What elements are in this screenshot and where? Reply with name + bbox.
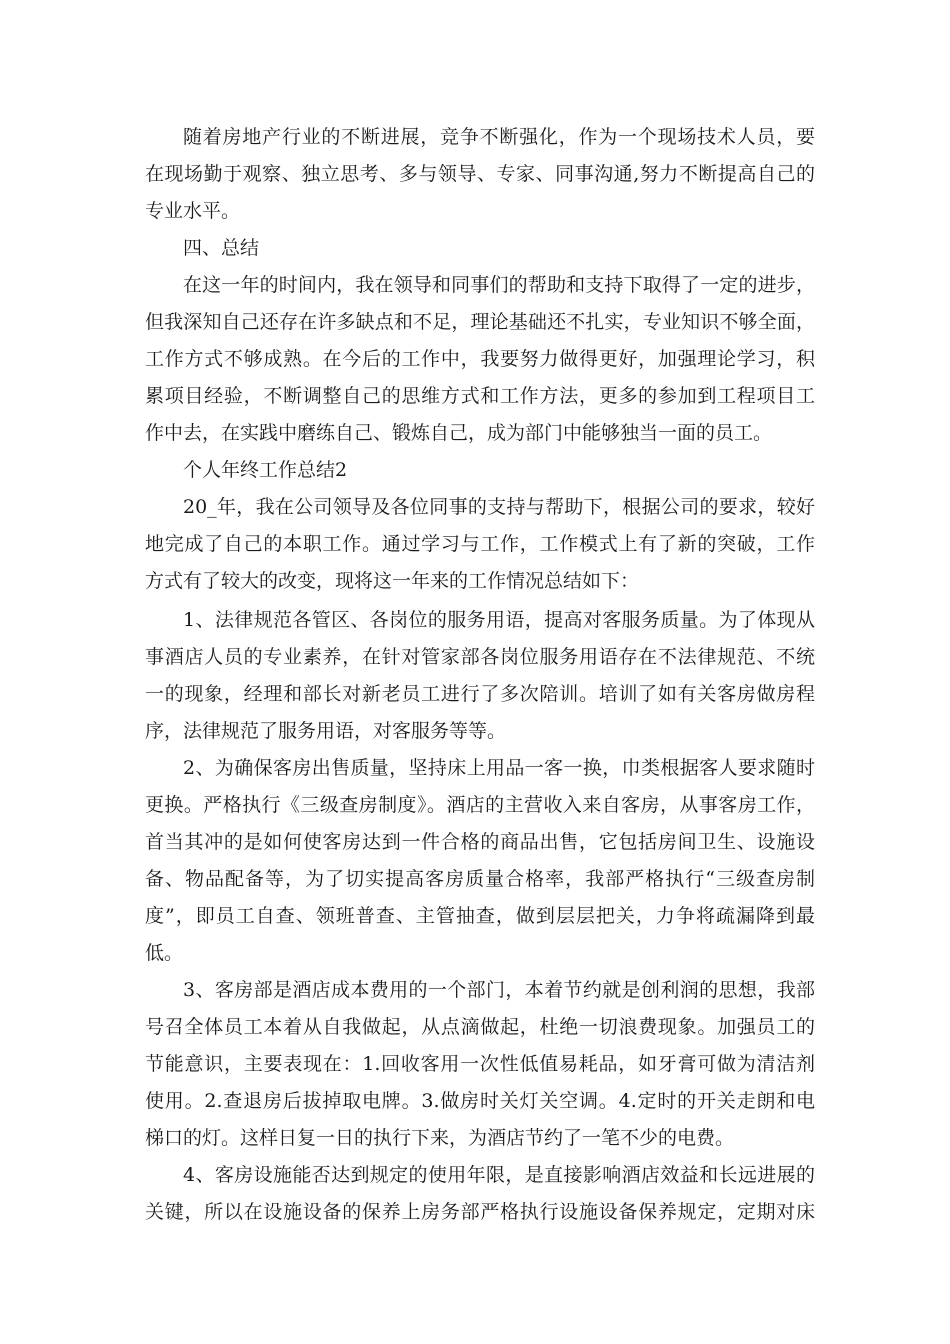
text-line: 首当其冲的是如何使客房达到一件合格的商品出售，它包括房间卫生、设施设 xyxy=(145,831,815,853)
text-line: 使用。2.查退房后拔掉取电牌。3.做房时关灯关空调。4.定时的开关走朗和电 xyxy=(145,1090,815,1112)
text-line: 20_年，我在公司领导及各位同事的支持与帮助下，根据公司的要求，较好 xyxy=(183,496,815,518)
text-line: 工作方式不够成熟。在今后的工作中，我要努力做得更好，加强理论学习，积 xyxy=(145,348,815,370)
text-line: 累项目经验，不断调整自己的思维方式和工作方法，更多的参加到工程项目工 xyxy=(145,385,815,407)
text-line: 随着房地产行业的不断进展，竞争不断强化，作为一个现场技术人员，要 xyxy=(183,126,815,148)
text-line: 序，法律规范了服务用语，对客服务等等。 xyxy=(145,720,507,742)
text-line: 1、法律规范各管区、各岗位的服务用语，提高对客服务质量。为了体现从 xyxy=(183,609,815,631)
text-line: 但我深知自己还存在许多缺点和不足，理论基础还不扎实，专业知识不够全面， xyxy=(145,311,815,333)
text-line: 3、客房部是酒店成本费用的一个部门，本着节约就是创利润的思想，我部 xyxy=(183,979,815,1001)
text-line: 一的现象，经理和部长对新老员工进行了多次陪训。培训了如有关客房做房程 xyxy=(145,683,815,705)
text-line: 关键，所以在设施设备的保养上房务部严格执行设施设备保养规定，定期对床 xyxy=(145,1201,815,1223)
text-line: 事酒店人员的专业素养，在针对管家部各岗位服务用语存在不法律规范、不统 xyxy=(145,646,815,668)
text-line: 2、为确保客房出售质量，坚持床上用品一客一换，巾类根据客人要求随时 xyxy=(183,757,815,779)
text-line: 梯口的灯。这样日复一日的执行下来，为酒店节约了一笔不少的电费。 xyxy=(145,1127,735,1149)
text-line: 地完成了自己的本职工作。通过学习与工作，工作模式上有了新的突破，工作 xyxy=(145,533,815,555)
text-line: 专业水平。 xyxy=(145,200,241,222)
text-line: 在这一年的时间内，我在领导和同事们的帮助和支持下取得了一定的进步， xyxy=(183,274,815,296)
text-line: 4、客房设施能否达到规定的使用年限，是直接影响酒店效益和长远进展的 xyxy=(183,1164,815,1186)
text-line: 在现场勤于观察、独立思考、多与领导、专家、同事沟通,努力不断提高自己的 xyxy=(145,163,815,185)
text-line: 号召全体员工本着从自我做起，从点滴做起，杜绝一切浪费现象。加强员工的 xyxy=(145,1016,815,1038)
text-line: 低。 xyxy=(145,942,184,964)
text-line: 节能意识，主要表现在：1.回收客用一次性低值易耗品，如牙膏可做为清洁剂 xyxy=(145,1053,815,1075)
text-line: 备、物品配备等，为了切实提高客房质量合格率，我部严格执行“三级查房制 xyxy=(145,868,815,890)
section-heading: 四、总结 xyxy=(183,237,260,259)
article-title: 个人年终工作总结2 xyxy=(183,459,348,481)
text-line: 更换。严格执行《三级查房制度》。酒店的主营收入来自客房，从事客房工作， xyxy=(145,794,815,816)
text-line: 作中去，在实践中磨练自己、锻炼自己，成为部门中能够独当一面的员工。 xyxy=(145,422,773,444)
text-line: 度”，即员工自查、领班普查、主管抽查，做到层层把关，力争将疏漏降到最 xyxy=(145,905,815,927)
text-line: 方式有了较大的改变，现将这一年来的工作情况总结如下： xyxy=(145,570,640,592)
